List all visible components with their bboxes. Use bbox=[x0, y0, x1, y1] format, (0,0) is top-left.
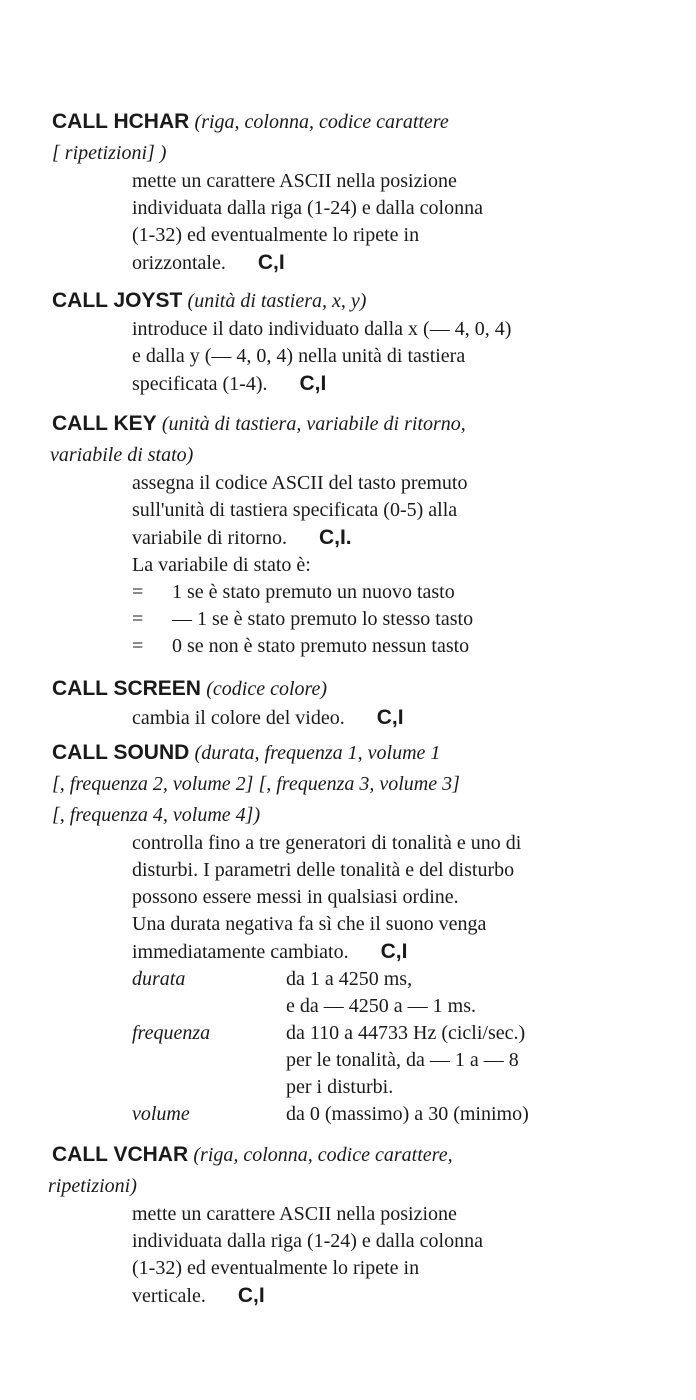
param-line: da 0 (massimo) a 30 (minimo) bbox=[286, 1103, 529, 1125]
description-line: possono essere messi in qualsiasi ordine. bbox=[132, 886, 459, 908]
entry-sound bbox=[52, 737, 662, 1128]
description-line bbox=[132, 524, 662, 552]
param-durata bbox=[132, 966, 662, 1020]
command-args-cont: [, frequenza 2, volume 2] [, frequenza 3, volume 3] bbox=[52, 773, 460, 795]
state-row bbox=[132, 633, 662, 660]
command-args-cont: [, frequenza 4, volume 4]) bbox=[52, 804, 261, 826]
param-line: da 1 a 4250 ms, bbox=[286, 968, 413, 990]
command-name: CALL HCHAR bbox=[52, 110, 190, 133]
entry-description bbox=[52, 470, 662, 660]
entry-heading bbox=[52, 737, 662, 768]
entry-vchar bbox=[48, 1139, 662, 1310]
description-line bbox=[132, 1282, 662, 1310]
command-args: (codice colore) bbox=[206, 678, 328, 700]
entry-heading bbox=[52, 1139, 662, 1170]
command-args: (riga, colonna, codice carattere, bbox=[193, 1144, 453, 1166]
description-line: (1-32) ed eventualmente lo ripete in bbox=[132, 1257, 420, 1279]
entry-heading-cont bbox=[52, 799, 662, 830]
param-name: durata bbox=[132, 968, 186, 990]
entry-heading bbox=[52, 285, 662, 316]
command-name: CALL SOUND bbox=[52, 741, 190, 764]
description-line: individuata dalla riga (1-24) e dalla colonna bbox=[132, 197, 483, 219]
mode-flag: C,I bbox=[376, 706, 404, 729]
description-text: cambia il colore del video. bbox=[132, 707, 345, 729]
param-line: per i disturbi. bbox=[286, 1076, 394, 1098]
description-line: e dalla y (— 4, 0, 4) nella unità di tastiera bbox=[132, 345, 466, 367]
description-line: sull'unità di tastiera specificata (0-5) alla bbox=[132, 499, 458, 521]
state-text: 0 se non è stato premuto nessun tasto bbox=[172, 635, 470, 657]
param-description bbox=[286, 1101, 662, 1128]
description-line bbox=[132, 249, 662, 277]
description-line: introduce il dato individuato dalla x (— 4, 0, 4) bbox=[132, 318, 512, 340]
entry-description bbox=[52, 704, 662, 732]
mode-flag: C,I bbox=[237, 1284, 265, 1307]
equals-sign: = bbox=[132, 635, 144, 657]
param-description bbox=[286, 1020, 662, 1101]
command-args: (durata, frequenza 1, volume 1 bbox=[194, 742, 441, 764]
param-volume bbox=[132, 1101, 662, 1128]
state-text: 1 se è stato premuto un nuovo tasto bbox=[172, 581, 455, 603]
param-line: per le tonalità, da — 1 a — 8 bbox=[286, 1049, 519, 1071]
mode-flag: C,I bbox=[380, 940, 408, 963]
param-line: e da — 4250 a — 1 ms. bbox=[286, 995, 476, 1017]
command-args-cont: [ ripetizioni] ) bbox=[52, 142, 167, 164]
description-line: disturbi. I parametri delle tonalità e del disturbo bbox=[132, 859, 515, 881]
equals-sign: = bbox=[132, 608, 144, 630]
description-text: verticale. bbox=[132, 1285, 206, 1307]
state-text: — 1 se è stato premuto lo stesso tasto bbox=[172, 608, 474, 630]
param-description bbox=[286, 966, 662, 1020]
entry-heading-cont bbox=[52, 768, 662, 799]
entry-heading-cont bbox=[50, 439, 662, 470]
command-args-cont: ripetizioni) bbox=[48, 1175, 137, 1197]
entry-heading-cont bbox=[52, 137, 662, 168]
command-args: (unità di tastiera, variabile di ritorno, bbox=[161, 413, 466, 435]
description-text: orizzontale. bbox=[132, 252, 226, 274]
command-args: (riga, colonna, codice carattere bbox=[194, 111, 449, 133]
entry-joyst bbox=[52, 285, 662, 398]
state-intro: La variabile di stato è: bbox=[132, 554, 311, 576]
description-line: controlla fino a tre generatori di tonalità e uno di bbox=[132, 832, 522, 854]
param-name: frequenza bbox=[132, 1022, 211, 1044]
description-line: (1-32) ed eventualmente lo ripete in bbox=[132, 224, 420, 246]
param-line: da 110 a 44733 Hz (cicli/sec.) bbox=[286, 1022, 526, 1044]
entry-heading-cont bbox=[48, 1170, 662, 1201]
description-line bbox=[132, 938, 662, 966]
entry-screen bbox=[52, 673, 662, 732]
command-args: (unità di tastiera, x, y) bbox=[187, 290, 367, 312]
command-name: CALL KEY bbox=[52, 412, 157, 435]
description-line bbox=[132, 704, 662, 732]
mode-flag: C,I. bbox=[318, 526, 352, 549]
description-line: mette un carattere ASCII nella posizione bbox=[132, 1203, 457, 1225]
command-name: CALL SCREEN bbox=[52, 677, 201, 700]
entry-description bbox=[52, 1201, 662, 1310]
entry-description bbox=[52, 830, 662, 1128]
description-text: immediatamente cambiato. bbox=[132, 941, 349, 963]
entry-heading bbox=[52, 408, 662, 439]
entry-description bbox=[52, 316, 662, 398]
command-name: CALL JOYST bbox=[52, 289, 183, 312]
entry-key bbox=[52, 408, 662, 660]
param-name: volume bbox=[132, 1103, 190, 1125]
command-name: CALL VCHAR bbox=[52, 1143, 189, 1166]
description-line: individuata dalla riga (1-24) e dalla colonna bbox=[132, 1230, 483, 1252]
entry-description bbox=[52, 168, 662, 277]
equals-sign: = bbox=[132, 581, 144, 603]
description-line: assegna il codice ASCII del tasto premuto bbox=[132, 472, 468, 494]
entry-heading bbox=[52, 673, 662, 704]
entry-heading bbox=[52, 106, 662, 137]
description-line: mette un carattere ASCII nella posizione bbox=[132, 170, 457, 192]
param-frequenza bbox=[132, 1020, 662, 1101]
description-line bbox=[132, 370, 662, 398]
command-args-cont: variabile di stato) bbox=[50, 444, 194, 466]
description-text: variabile di ritorno. bbox=[132, 527, 287, 549]
state-row bbox=[132, 579, 662, 606]
mode-flag: C,I bbox=[299, 372, 327, 395]
entry-hchar bbox=[52, 106, 662, 277]
state-row bbox=[132, 606, 662, 633]
description-line: Una durata negativa fa sì che il suono venga bbox=[132, 913, 487, 935]
mode-flag: C,I bbox=[257, 251, 285, 274]
description-text: specificata (1-4). bbox=[132, 373, 268, 395]
